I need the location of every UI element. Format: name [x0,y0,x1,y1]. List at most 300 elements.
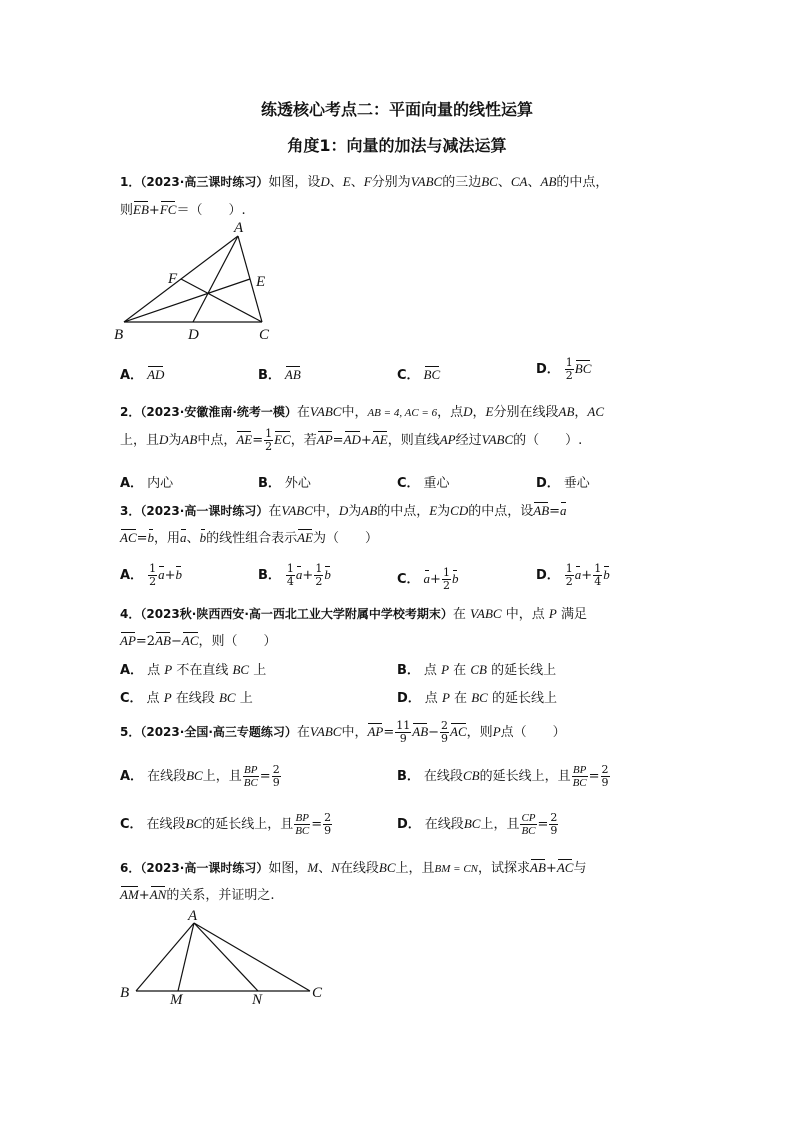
option-text: 点 [146,691,160,706]
q2-number: 2． [120,405,141,419]
q2-var: AC [587,404,605,419]
q2-var: AP [439,432,456,447]
q1-operator: + [148,203,160,218]
q2-text: 在 [296,405,310,420]
q4-source: （2023秋·陕西西安·高一西北工业大学附属中学校考期末） [140,607,453,621]
option-var: P [163,690,172,705]
q3-operator: = [549,504,561,519]
q6-text: 上，且 [395,861,435,876]
q5-text: 在 [296,725,310,740]
q2-text: 分别在线段 [493,405,559,420]
option-text: 重心 [423,476,450,491]
q2-option-c[interactable] [397,472,450,491]
q1-text: 则 [120,203,134,218]
q6-triangle-figure [112,905,337,1007]
q3-text: ，用 [154,531,181,546]
option-var: CB [470,662,487,677]
option-var: CB [462,768,480,783]
option-operator: + [302,568,314,583]
option-label: B． [397,663,420,678]
q4-vector: AP [120,633,136,648]
option-label: C． [120,817,143,832]
q2-source: （2023·安徽淮南·统考一模） [140,405,297,419]
q2-option-b[interactable] [258,472,311,491]
q5-option-a[interactable] [120,764,282,789]
q1-label-f: F [168,271,178,287]
q5-fraction [440,720,449,745]
q2-var: D [463,404,473,419]
fraction-denominator: 2 [442,579,450,592]
q6-operator: + [545,861,557,876]
q3-vector: AB [533,503,550,518]
q6-text: 如图， [268,861,308,876]
q3-line1 [120,500,567,519]
option-label: B． [258,368,281,383]
option-vector: AD [147,367,165,382]
q1-source: （2023·高三课时练习） [140,175,269,189]
option-text: 在线段 [147,769,187,784]
q1-line1 [120,171,608,190]
option-label: A． [120,476,144,491]
fraction-denominator: 4 [286,575,294,588]
option-fraction [565,563,574,588]
q3-number: 3． [120,504,141,518]
fraction-numerator: BP [244,764,258,776]
q2-text: 的（ ）. [513,433,583,448]
q5-fraction [395,720,411,745]
q1-label-e: E [256,274,266,290]
option-text: 点 [423,663,437,678]
q1-var: CA [510,174,528,189]
q6-segment-an [194,923,258,991]
q4-operator: − [170,634,182,649]
q4-text: 在 [452,607,466,622]
q6-vector: AN [149,887,167,902]
q4-number: 4． [120,607,141,621]
q1-var: AB [540,174,557,189]
option-label: D． [536,362,560,377]
q3-text: 的线性组合表示 [206,531,298,546]
fraction-numerator: 2 [441,719,449,732]
q2-text: 经过 [455,433,482,448]
q1-triangle: VABC [410,174,443,189]
q3-option-b[interactable] [258,563,331,588]
fraction-denominator: 2 [315,575,323,588]
option-text: 不在直线 [176,663,229,678]
fraction-numerator: 1 [149,562,157,575]
q1-text: 的三边 [442,175,482,190]
fraction-numerator: 2 [601,763,609,776]
q2-text: ，点 [437,405,464,420]
option-operator: = [259,769,271,784]
option-label: D． [536,568,560,583]
fraction-denominator: 9 [272,776,280,789]
option-operator: + [164,568,176,583]
option-label: D． [536,476,560,491]
q2-var: E [485,404,494,419]
option-label: C． [120,691,143,706]
option-vector: b [451,571,459,586]
q6-operator: + [138,888,150,903]
q2-text: 为 [168,433,182,448]
q1-var: E [342,174,351,189]
q3-text: 、 [186,531,200,546]
option-var: P [441,690,450,705]
option-operator: = [537,817,549,832]
option-label: A． [120,663,144,678]
q5-text: 中， [341,725,368,740]
fraction-numerator: 1 [565,356,573,369]
q6-vector: AC [556,860,574,875]
option-var: BC [218,690,236,705]
fraction-numerator: 2 [550,811,558,824]
option-text: 垂心 [563,476,590,491]
q4-coefficient: 2 [146,634,156,649]
fraction-denominator: BC [572,777,587,789]
q6-number: 6． [120,861,141,875]
q3-operator: = [136,531,148,546]
option-text: 上 [253,663,267,678]
option-text: 的延长线上，且 [479,769,571,784]
option-fraction [314,563,323,588]
q3-vector: AE [297,530,313,545]
option-label: A． [120,769,144,784]
option-var: P [164,662,173,677]
q6-edge-ac [194,923,310,991]
option-fraction [294,812,310,837]
q1-text: ＝（ ）. [176,203,246,218]
q4-option-a[interactable] [120,659,266,678]
fraction-denominator: 9 [601,776,609,789]
q2-operator: = [332,433,344,448]
q2-text: 中， [341,405,368,420]
q1-option-a[interactable] [120,364,164,383]
q6-text: 与 [573,861,587,876]
fraction-numerator: BP [572,764,587,776]
option-text: 在 [454,691,468,706]
q1-vector: FC [159,202,177,217]
q2-line2 [120,428,582,453]
option-var: BC [463,816,481,831]
q2-var: AB [181,432,198,447]
q3-text: 在 [268,504,282,519]
q3-source: （2023·高一课时练习） [140,504,269,518]
option-vector: a [158,567,165,582]
option-operator: = [311,817,323,832]
q3-triangle: VABC [281,503,313,518]
option-text: 点 [424,691,438,706]
fraction-numerator: 1 [442,566,450,579]
fraction-numerator: 1 [594,562,602,575]
option-text: 在 [453,663,467,678]
q4-operator: = [135,634,147,649]
q6-vector: AM [120,887,139,902]
q5-option-c[interactable] [120,812,333,837]
q6-label-a: A [188,908,198,924]
option-vector: a [423,571,431,586]
q3-vector: b [147,530,155,545]
q2-option-a[interactable] [120,472,173,491]
fraction-denominator: 2 [265,440,273,453]
q1-var: D [320,174,330,189]
option-fraction [601,764,610,789]
fraction-numerator: 1 [565,562,573,575]
option-vector: BC [574,361,592,376]
q3-vector: a [560,503,567,518]
q1-label-d: D [188,327,199,343]
q4-line1 [120,603,587,622]
fraction-denominator: 2 [565,369,573,382]
fraction-denominator: 9 [324,824,332,837]
q6-label-m: M [170,992,183,1007]
option-fraction [148,563,157,588]
q1-label-b: B [114,327,124,343]
option-var: BC [186,768,203,783]
q5-source: （2023·全国·高三专题练习） [140,725,297,739]
option-label: B． [397,769,420,784]
q1-text: 的中点， [556,175,609,190]
option-text: 的延长线上 [491,691,557,706]
q4-option-c[interactable] [120,687,253,706]
q3-option-c[interactable] [397,567,458,592]
q2-text: ， [472,405,486,420]
option-text: 的延长线上 [491,663,557,678]
option-var: BC [185,816,203,831]
q6-vector: AB [530,860,546,875]
q3-text: 为 [437,504,451,519]
q5-line1 [120,720,566,745]
q6-edge-ab [136,923,194,991]
fraction-numerator: 1 [265,427,273,440]
q2-operator: + [360,433,372,448]
q1-median-cf [181,279,262,322]
option-vector: AB [284,367,301,382]
option-text: 上 [239,691,253,706]
option-fraction [593,563,602,588]
q6-label-n: N [252,992,263,1007]
q6-condition: BM = CN [434,863,479,875]
q3-var: E [429,503,438,518]
q5-option-d[interactable] [397,812,559,837]
q4-option-b[interactable] [397,659,556,678]
option-label: A． [120,368,144,383]
option-fraction [549,812,558,837]
fraction-numerator: 2 [272,763,280,776]
fraction-denominator: 9 [441,732,449,745]
option-label: D． [397,817,421,832]
q4-option-d[interactable] [397,687,557,706]
q3-vector: b [199,530,207,545]
option-fraction [520,812,536,837]
option-vector: BC [423,367,441,382]
fraction-denominator: 9 [550,824,558,837]
q1-label-a: A [234,222,244,236]
q2-text: 上，且 [120,433,160,448]
option-fraction [323,812,332,837]
q2-option-d[interactable] [536,472,590,491]
fraction-denominator: BC [295,825,310,837]
option-label: C． [397,368,420,383]
q4-text: ，则（ ） [198,634,277,649]
q1-text: 如图，设 [268,175,321,190]
q4-triangle: VABC [470,606,502,621]
q2-text: ，若 [290,433,317,448]
q2-text: ， [574,405,588,420]
q2-vector: EC [274,432,291,447]
q1-text: 、 [329,175,343,190]
q1-option-d[interactable] [536,357,591,382]
fraction-numerator: 11 [396,719,411,732]
fraction-numerator: CP [521,812,536,824]
option-text: 上，且 [480,817,520,832]
fraction-numerator: 2 [324,811,332,824]
q2-vector: AE [236,432,253,447]
q5-triangle: VABC [309,724,342,739]
option-vector: b [175,567,182,582]
q6-line1 [120,857,586,876]
q1-label-c: C [259,327,270,343]
option-text: 上，且 [202,769,242,784]
q5-text: 点（ ） [500,725,566,740]
q3-vector: AC [120,530,137,545]
q5-number: 5． [120,725,141,739]
q3-option-d[interactable] [536,563,610,588]
q1-line2 [120,199,246,218]
option-var: P [441,662,450,677]
q1-var: F [363,174,372,189]
q3-text: 为（ ） [312,531,378,546]
q5-vector: AP [367,724,384,739]
q3-text: 的中点，设 [468,504,534,519]
option-operator: + [430,572,441,587]
q5-vector: AC [450,724,467,739]
q6-text: ，试探求 [478,861,531,876]
q6-var: M [307,860,319,875]
q2-var: AB [558,404,575,419]
option-text: 外心 [284,476,311,491]
q1-number: 1． [120,175,141,189]
q2-fraction [264,428,273,453]
option-fraction [272,764,281,789]
fraction-denominator: 4 [594,575,602,588]
fraction-denominator: 2 [565,575,573,588]
q1-triangle-figure [112,222,287,344]
q1-text: 、 [527,175,541,190]
q5-option-b[interactable] [397,764,611,789]
q4-line2 [120,630,277,649]
option-text: 在线段 [423,769,463,784]
option-label: B． [258,476,281,491]
q1-vector: EB [133,202,149,217]
q1-median-be [124,279,250,322]
q5-operator: − [428,725,440,740]
q1-option-c[interactable] [397,364,440,383]
q2-vector: AD [343,432,361,447]
option-vector: a [574,567,582,582]
option-label: C． [397,476,420,491]
option-var: BC [232,662,250,677]
q4-text: 满足 [560,607,587,622]
option-text: 点 [147,663,161,678]
q6-label-c: C [312,985,323,1001]
page-title: 练透核心考点二：平面向量的线性运算 [260,100,533,119]
q6-line2 [120,884,274,903]
option-fraction [243,764,259,789]
option-text: 在线段 [424,817,464,832]
q1-median-ad [193,236,238,322]
q1-option-b[interactable] [258,364,301,383]
q2-var: D [159,432,169,447]
q3-var: CD [450,503,469,518]
q2-vector: AP [316,432,333,447]
q2-text: 中点， [197,433,237,448]
q6-label-b: B [120,985,130,1001]
option-operator: = [588,769,600,784]
fraction-denominator: 2 [149,575,157,588]
option-label: B． [258,568,281,583]
fraction-denominator: BC [243,777,258,789]
option-fraction [572,764,588,789]
q3-line2 [120,527,378,546]
fraction-denominator: BC [521,825,536,837]
q6-var: BC [378,860,396,875]
q6-var: N [331,860,340,875]
fraction-numerator: 1 [286,562,294,575]
q5-operator: = [383,725,395,740]
q5-vector: AB [412,724,429,739]
option-fraction [286,563,295,588]
q4-vector: AB [155,633,171,648]
option-vector: b [324,567,331,582]
fraction-numerator: 1 [315,562,323,575]
q3-option-a[interactable] [120,563,182,588]
option-text: 在线段 [146,817,186,832]
option-fraction [442,567,451,592]
q4-vector: AC [181,633,199,648]
q1-text: 分别为 [371,175,411,190]
q1-text: 、 [350,175,364,190]
q2-operator: = [252,433,264,448]
section-subtitle: 角度1：向量的加法与减法运算 [287,136,507,155]
q3-var: D [338,503,349,518]
q4-var: P [548,606,557,621]
q2-vector: AE [371,432,388,447]
q5-text: ，则 [466,725,493,740]
q4-text: 中，点 [505,607,545,622]
q1-var: BC [481,174,498,189]
q6-text: 、 [318,861,332,876]
q3-text: 中， [312,504,339,519]
q3-text: 为 [348,504,362,519]
option-text: 内心 [147,476,174,491]
option-vector: b [603,567,610,582]
q3-var: AB [361,503,378,518]
q2-condition: AB = 4, AC = 6 [367,407,438,419]
fraction-denominator: 9 [399,732,407,745]
q2-triangle: VABC [309,404,342,419]
q3-vector: a [180,530,187,545]
option-label: C． [397,572,420,587]
q2-triangle: VABC [481,432,514,447]
q2-text: ，则直线 [387,433,440,448]
option-label: D． [397,691,421,706]
q6-text: 在线段 [339,861,379,876]
option-var: BC [471,690,488,705]
option-label: A． [120,568,144,583]
option-fraction [565,357,574,382]
q6-text: 的关系，并证明之. [166,888,275,903]
fraction-numerator: BP [295,812,309,824]
